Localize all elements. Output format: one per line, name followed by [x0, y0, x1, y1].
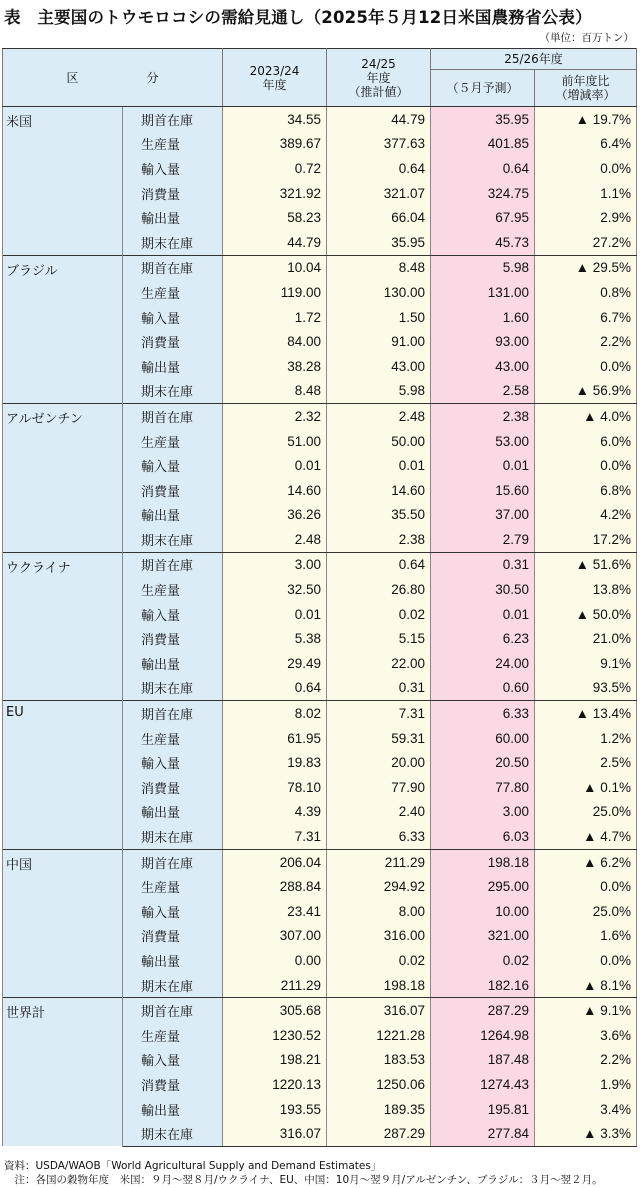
- value-2025-26-forecast: 0.02: [431, 948, 535, 973]
- value-yoy-change: ▲ 4.7%: [535, 824, 637, 849]
- value-yoy-change: 13.8%: [535, 577, 637, 602]
- value-2023-24: 2.32: [223, 404, 327, 429]
- value-2024-25: 35.95: [327, 230, 431, 255]
- value-2024-25: 1221.28: [327, 1023, 431, 1048]
- value-yoy-change: 6.8%: [535, 478, 637, 503]
- country-label: ブラジル: [3, 255, 123, 404]
- value-2024-25: 44.79: [327, 107, 431, 132]
- table-row: [3, 552, 637, 577]
- country-label: 中国: [3, 849, 123, 998]
- value-2023-24: 38.28: [223, 354, 327, 379]
- value-2025-26-forecast: 0.01: [431, 453, 535, 478]
- value-2025-26-forecast: 35.95: [431, 107, 535, 132]
- item-label: 輸入量: [123, 305, 223, 330]
- value-2023-24: 29.49: [223, 651, 327, 676]
- value-2024-25: 2.48: [327, 404, 431, 429]
- value-2023-24: 389.67: [223, 132, 327, 157]
- header-kubun: 区 分: [3, 49, 223, 107]
- value-2024-25: 59.31: [327, 726, 431, 751]
- value-2024-25: 211.29: [327, 849, 431, 874]
- value-2025-26-forecast: 295.00: [431, 874, 535, 899]
- item-label: 生産量: [123, 1023, 223, 1048]
- value-2023-24: 316.07: [223, 1121, 327, 1146]
- value-yoy-change: ▲ 56.9%: [535, 379, 637, 404]
- item-label: 輸出量: [123, 1097, 223, 1122]
- value-2024-25: 189.35: [327, 1097, 431, 1122]
- value-2025-26-forecast: 77.80: [431, 775, 535, 800]
- value-2025-26-forecast: 45.73: [431, 230, 535, 255]
- item-label: 輸出量: [123, 205, 223, 230]
- value-2025-26-forecast: 131.00: [431, 280, 535, 305]
- value-2025-26-forecast: 198.18: [431, 849, 535, 874]
- value-2023-24: 307.00: [223, 924, 327, 949]
- value-yoy-change: 6.4%: [535, 132, 637, 157]
- value-yoy-change: ▲ 3.3%: [535, 1121, 637, 1146]
- value-2024-25: 26.80: [327, 577, 431, 602]
- item-label: 期首在庫: [123, 107, 223, 132]
- header-24-25: 24/25 年度 （推計値）: [327, 49, 431, 107]
- value-2024-25: 43.00: [327, 354, 431, 379]
- country-label: EU: [3, 701, 123, 850]
- value-2024-25: 22.00: [327, 651, 431, 676]
- value-2025-26-forecast: 15.60: [431, 478, 535, 503]
- value-2024-25: 321.07: [327, 181, 431, 206]
- value-2023-24: 8.48: [223, 379, 327, 404]
- item-label: 期末在庫: [123, 824, 223, 849]
- value-yoy-change: 25.0%: [535, 800, 637, 825]
- value-2023-24: 288.84: [223, 874, 327, 899]
- value-yoy-change: 2.9%: [535, 205, 637, 230]
- value-2023-24: 14.60: [223, 478, 327, 503]
- value-yoy-change: 6.0%: [535, 429, 637, 454]
- value-2025-26-forecast: 2.79: [431, 527, 535, 552]
- value-yoy-change: ▲ 19.7%: [535, 107, 637, 132]
- value-2023-24: 193.55: [223, 1097, 327, 1122]
- value-2025-26-forecast: 1.60: [431, 305, 535, 330]
- item-label: 期末在庫: [123, 973, 223, 998]
- value-2025-26-forecast: 30.50: [431, 577, 535, 602]
- value-2023-24: 0.00: [223, 948, 327, 973]
- value-yoy-change: 6.7%: [535, 305, 637, 330]
- value-2025-26-forecast: 43.00: [431, 354, 535, 379]
- item-label: 生産量: [123, 874, 223, 899]
- value-yoy-change: 2.2%: [535, 329, 637, 354]
- value-2024-25: 2.38: [327, 527, 431, 552]
- value-2025-26-forecast: 53.00: [431, 429, 535, 454]
- value-2023-24: 206.04: [223, 849, 327, 874]
- value-yoy-change: 0.0%: [535, 874, 637, 899]
- value-yoy-change: ▲ 51.6%: [535, 552, 637, 577]
- header-yoy-change: 前年度比 （増減率）: [535, 70, 637, 107]
- value-2025-26-forecast: 5.98: [431, 255, 535, 280]
- value-2024-25: 1.50: [327, 305, 431, 330]
- value-2023-24: 0.01: [223, 602, 327, 627]
- value-2023-24: 78.10: [223, 775, 327, 800]
- value-yoy-change: 3.4%: [535, 1097, 637, 1122]
- value-yoy-change: 0.0%: [535, 453, 637, 478]
- value-2024-25: 0.31: [327, 676, 431, 701]
- value-2024-25: 0.02: [327, 948, 431, 973]
- item-label: 輸入量: [123, 1048, 223, 1073]
- value-yoy-change: 1.1%: [535, 181, 637, 206]
- value-2024-25: 7.31: [327, 701, 431, 726]
- value-2023-24: 0.01: [223, 453, 327, 478]
- item-label: 輸入量: [123, 899, 223, 924]
- value-2025-26-forecast: 1264.98: [431, 1023, 535, 1048]
- value-2023-24: 321.92: [223, 181, 327, 206]
- country-label: 世界計: [3, 998, 123, 1147]
- item-label: 輸入量: [123, 602, 223, 627]
- value-2024-25: 0.02: [327, 602, 431, 627]
- value-2025-26-forecast: 24.00: [431, 651, 535, 676]
- value-2025-26-forecast: 1274.43: [431, 1072, 535, 1097]
- value-yoy-change: 2.5%: [535, 750, 637, 775]
- value-2025-26-forecast: 401.85: [431, 132, 535, 157]
- value-2023-24: 84.00: [223, 329, 327, 354]
- value-yoy-change: ▲ 8.1%: [535, 973, 637, 998]
- table-row: [3, 255, 637, 280]
- value-2024-25: 8.00: [327, 899, 431, 924]
- value-2023-24: 1230.52: [223, 1023, 327, 1048]
- value-2025-26-forecast: 6.03: [431, 824, 535, 849]
- value-2023-24: 19.83: [223, 750, 327, 775]
- value-2024-25: 294.92: [327, 874, 431, 899]
- value-2024-25: 2.40: [327, 800, 431, 825]
- header-may-forecast: （５月予測）: [431, 70, 535, 107]
- value-2023-24: 3.00: [223, 552, 327, 577]
- value-2025-26-forecast: 3.00: [431, 800, 535, 825]
- value-yoy-change: 0.8%: [535, 280, 637, 305]
- item-label: 輸出量: [123, 800, 223, 825]
- value-yoy-change: ▲ 13.4%: [535, 701, 637, 726]
- item-label: 輸入量: [123, 453, 223, 478]
- value-yoy-change: ▲ 6.2%: [535, 849, 637, 874]
- value-yoy-change: 25.0%: [535, 899, 637, 924]
- page-title: 表 主要国のトウモロコシの需給見通し（2025年５月12日米国農務省公表）: [4, 8, 592, 27]
- value-yoy-change: 2.2%: [535, 1048, 637, 1073]
- value-2023-24: 119.00: [223, 280, 327, 305]
- value-2025-26-forecast: 67.95: [431, 205, 535, 230]
- item-label: 輸出量: [123, 651, 223, 676]
- table-row: [3, 998, 637, 1023]
- header-25-26-group: 25/26年度: [431, 49, 637, 70]
- value-2024-25: 316.07: [327, 998, 431, 1023]
- item-label: 消費量: [123, 1072, 223, 1097]
- table-row: [3, 849, 637, 874]
- value-2025-26-forecast: 187.48: [431, 1048, 535, 1073]
- value-2023-24: 36.26: [223, 503, 327, 528]
- item-label: 消費量: [123, 775, 223, 800]
- value-2024-25: 183.53: [327, 1048, 431, 1073]
- value-2023-24: 23.41: [223, 899, 327, 924]
- value-2024-25: 377.63: [327, 132, 431, 157]
- value-2023-24: 8.02: [223, 701, 327, 726]
- value-yoy-change: 3.6%: [535, 1023, 637, 1048]
- value-2025-26-forecast: 182.16: [431, 973, 535, 998]
- value-2025-26-forecast: 6.33: [431, 701, 535, 726]
- header-2023-24: 2023/24 年度: [223, 49, 327, 107]
- value-2025-26-forecast: 6.23: [431, 626, 535, 651]
- value-2023-24: 5.38: [223, 626, 327, 651]
- item-label: 輸出量: [123, 948, 223, 973]
- value-2024-25: 0.64: [327, 552, 431, 577]
- item-label: 生産量: [123, 429, 223, 454]
- table-row: [3, 701, 637, 726]
- value-2024-25: 1250.06: [327, 1072, 431, 1097]
- value-2024-25: 130.00: [327, 280, 431, 305]
- item-label: 生産量: [123, 132, 223, 157]
- item-label: 期首在庫: [123, 404, 223, 429]
- value-2024-25: 0.01: [327, 453, 431, 478]
- value-yoy-change: ▲ 4.0%: [535, 404, 637, 429]
- value-2023-24: 51.00: [223, 429, 327, 454]
- item-label: 消費量: [123, 181, 223, 206]
- item-label: 消費量: [123, 478, 223, 503]
- value-2025-26-forecast: 60.00: [431, 726, 535, 751]
- value-2025-26-forecast: 2.38: [431, 404, 535, 429]
- item-label: 期首在庫: [123, 701, 223, 726]
- value-2025-26-forecast: 195.81: [431, 1097, 535, 1122]
- value-2023-24: 34.55: [223, 107, 327, 132]
- item-label: 輸入量: [123, 750, 223, 775]
- value-yoy-change: 0.0%: [535, 354, 637, 379]
- item-label: 生産量: [123, 726, 223, 751]
- value-2024-25: 14.60: [327, 478, 431, 503]
- item-label: 生産量: [123, 577, 223, 602]
- value-yoy-change: 17.2%: [535, 527, 637, 552]
- item-label: 期末在庫: [123, 230, 223, 255]
- value-yoy-change: 1.9%: [535, 1072, 637, 1097]
- country-label: 米国: [3, 107, 123, 256]
- value-2024-25: 6.33: [327, 824, 431, 849]
- value-2025-26-forecast: 0.60: [431, 676, 535, 701]
- value-2024-25: 5.98: [327, 379, 431, 404]
- item-label: 消費量: [123, 329, 223, 354]
- value-2024-25: 316.00: [327, 924, 431, 949]
- value-2023-24: 44.79: [223, 230, 327, 255]
- value-2023-24: 198.21: [223, 1048, 327, 1073]
- value-2025-26-forecast: 324.75: [431, 181, 535, 206]
- item-label: 消費量: [123, 924, 223, 949]
- value-2024-25: 50.00: [327, 429, 431, 454]
- country-label: アルゼンチン: [3, 404, 123, 553]
- unit-label: （単位：百万トン）: [539, 32, 634, 44]
- item-label: 期末在庫: [123, 527, 223, 552]
- value-2025-26-forecast: 0.31: [431, 552, 535, 577]
- value-2024-25: 0.64: [327, 156, 431, 181]
- value-2025-26-forecast: 20.50: [431, 750, 535, 775]
- item-label: 期首在庫: [123, 998, 223, 1023]
- country-label: ウクライナ: [3, 552, 123, 701]
- value-2024-25: 8.48: [327, 255, 431, 280]
- value-yoy-change: ▲ 0.1%: [535, 775, 637, 800]
- item-label: 消費量: [123, 626, 223, 651]
- value-2023-24: 1.72: [223, 305, 327, 330]
- value-yoy-change: 1.6%: [535, 924, 637, 949]
- value-2023-24: 0.64: [223, 676, 327, 701]
- value-2023-24: 4.39: [223, 800, 327, 825]
- item-label: 輸入量: [123, 156, 223, 181]
- value-2023-24: 305.68: [223, 998, 327, 1023]
- value-2025-26-forecast: 0.01: [431, 602, 535, 627]
- value-2023-24: 211.29: [223, 973, 327, 998]
- value-yoy-change: 0.0%: [535, 948, 637, 973]
- table-row: [3, 404, 637, 429]
- value-2023-24: 10.04: [223, 255, 327, 280]
- value-2025-26-forecast: 10.00: [431, 899, 535, 924]
- item-label: 期末在庫: [123, 676, 223, 701]
- value-yoy-change: 1.2%: [535, 726, 637, 751]
- value-2025-26-forecast: 93.00: [431, 329, 535, 354]
- value-2023-24: 32.50: [223, 577, 327, 602]
- value-2025-26-forecast: 321.00: [431, 924, 535, 949]
- value-yoy-change: ▲ 9.1%: [535, 998, 637, 1023]
- item-label: 期首在庫: [123, 255, 223, 280]
- item-label: 期首在庫: [123, 849, 223, 874]
- value-yoy-change: 4.2%: [535, 503, 637, 528]
- value-2023-24: 0.72: [223, 156, 327, 181]
- value-2023-24: 61.95: [223, 726, 327, 751]
- value-2024-25: 20.00: [327, 750, 431, 775]
- value-yoy-change: 0.0%: [535, 156, 637, 181]
- item-label: 生産量: [123, 280, 223, 305]
- value-yoy-change: 93.5%: [535, 676, 637, 701]
- value-yoy-change: ▲ 29.5%: [535, 255, 637, 280]
- item-label: 輸出量: [123, 503, 223, 528]
- value-2025-26-forecast: 277.84: [431, 1121, 535, 1146]
- value-2025-26-forecast: 287.29: [431, 998, 535, 1023]
- item-label: 期末在庫: [123, 1121, 223, 1146]
- value-2024-25: 66.04: [327, 205, 431, 230]
- item-label: 期末在庫: [123, 379, 223, 404]
- value-yoy-change: 27.2%: [535, 230, 637, 255]
- value-2024-25: 198.18: [327, 973, 431, 998]
- supply-demand-table: [2, 48, 637, 1147]
- item-label: 輸出量: [123, 354, 223, 379]
- item-label: 期首在庫: [123, 552, 223, 577]
- value-2023-24: 58.23: [223, 205, 327, 230]
- value-2023-24: 7.31: [223, 824, 327, 849]
- value-2024-25: 5.15: [327, 626, 431, 651]
- value-2025-26-forecast: 2.58: [431, 379, 535, 404]
- value-2024-25: 35.50: [327, 503, 431, 528]
- value-2025-26-forecast: 0.64: [431, 156, 535, 181]
- value-2023-24: 1220.13: [223, 1072, 327, 1097]
- value-2025-26-forecast: 37.00: [431, 503, 535, 528]
- footnote: 注：各国の穀物年度 米国：９月〜翌８月/ウクライナ、EU、中国：10月〜翌９月/アルゼンチン、ブラジル：３月〜翌２月。: [4, 1174, 603, 1186]
- value-yoy-change: 9.1%: [535, 651, 637, 676]
- value-2024-25: 91.00: [327, 329, 431, 354]
- value-yoy-change: 21.0%: [535, 626, 637, 651]
- source-note: 資料：USDA/WAOB「World Agricultural Supply and Demand Estimates」: [4, 1160, 382, 1172]
- value-yoy-change: ▲ 50.0%: [535, 602, 637, 627]
- value-2024-25: 77.90: [327, 775, 431, 800]
- value-2023-24: 2.48: [223, 527, 327, 552]
- table-row: [3, 107, 637, 132]
- value-2024-25: 287.29: [327, 1121, 431, 1146]
